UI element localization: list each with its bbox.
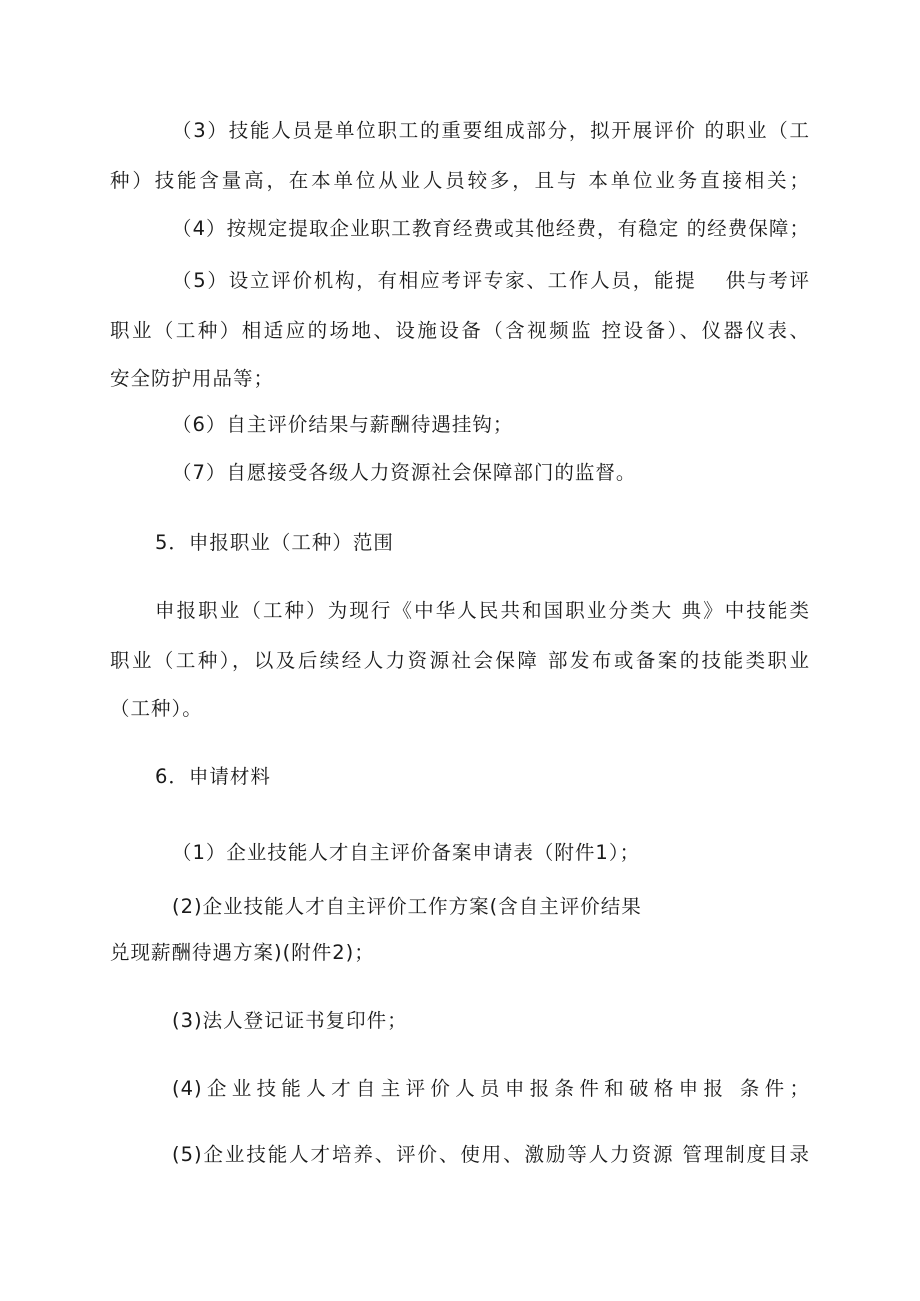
section-5-heading: 5．申报职业（工种）范围 (155, 531, 394, 554)
section-5-para-line-3: （工种）。 (110, 697, 203, 720)
material-2-line-2: 兑现薪酬待遇方案)(附件2)； (110, 941, 375, 964)
section-6-heading: 6．申请材料 (155, 765, 271, 788)
section-5-para-line-1: 申报职业（工种）为现行《中华人民共和国职业分类大 典》中技能类 (155, 599, 810, 622)
item-7-line-1: （7）自愿接受各级人力资源社会保障部门的监督。 (172, 461, 637, 484)
item-5-line-1: （5）设立评价机构，有相应考评专家、工作人员，能提 供与考评 (172, 269, 810, 292)
material-1-line-1: （1）企业技能人才自主评价备案申请表（附件1）； (172, 841, 641, 864)
item-3-line-2: 种）技能含量高，在本单位从业人员较多，且与 本单位业务直接相关； (110, 169, 810, 192)
item-4-line-1: （4）按规定提取企业职工教育经费或其他经费，有稳定 的经费保障； (172, 217, 810, 240)
material-5-line-1: (5)企业技能人才培养、评价、使用、激励等人力资源 管理制度目录 (172, 1143, 810, 1166)
item-6-line-1: （6）自主评价结果与薪酬待遇挂钩； (172, 413, 514, 436)
material-2-line-1: (2)企业技能人才自主评价工作方案(含自主评价结果 (172, 895, 642, 918)
item-3-line-1: （3）技能人员是单位职工的重要组成部分，拟开展评价 的职业（工 (172, 119, 810, 142)
material-3-line-1: (3)法人登记证书复印件； (172, 1009, 408, 1032)
material-4-line-1: (4)企业技能人才自主评价人员申报条件和破格申报 条件； (172, 1077, 810, 1100)
item-5-line-3: 安全防护用品等； (110, 367, 275, 390)
section-5-para-line-2: 职业（工种），以及后续经人力资源社会保障 部发布或备案的技能类职业 (110, 649, 810, 672)
item-5-line-2: 职业（工种）相适应的场地、设施设备（含视频监 控设备）、仪器仪表、 (110, 319, 810, 342)
